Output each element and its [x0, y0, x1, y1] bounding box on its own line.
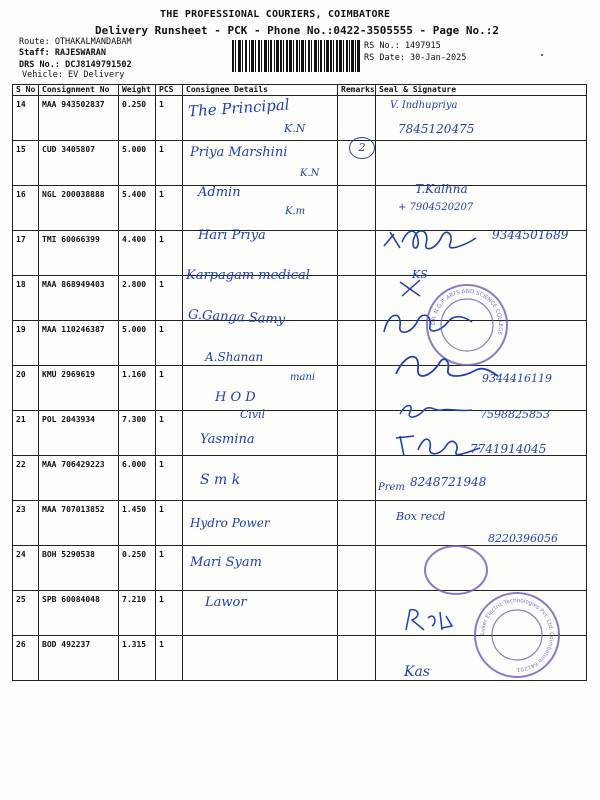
col-header-consignee: Consignee Details — [183, 85, 338, 96]
table-header-row — [13, 85, 587, 96]
sno-cell: 24 — [13, 546, 39, 591]
pcs-cell: 1 — [156, 186, 183, 231]
runsheet-title: Delivery Runsheet - PCK - Phone No.:0422-3505555 - Page No.:2 — [95, 24, 499, 37]
consignee-initial-16: K.m — [285, 206, 306, 217]
sno-cell: 23 — [13, 501, 39, 546]
weight-cell: 4.400 — [119, 231, 156, 276]
weight-cell: 7.300 — [119, 411, 156, 456]
table-row — [13, 546, 587, 591]
pcs-cell: 1 — [156, 231, 183, 276]
stamp-a-text: DR. N.G.P. ARTS AND SCIENCE COLLEGE — [430, 288, 504, 336]
signature-16: T.Kalhna — [415, 182, 468, 196]
signature-24: Box recd — [396, 510, 446, 523]
signature-scribble-21 — [396, 398, 476, 422]
consignee-cell — [183, 636, 338, 681]
weight-cell: 1.450 — [119, 501, 156, 546]
remarks-cell — [338, 411, 376, 456]
consignment-cell: MAA 943502837 — [39, 96, 119, 141]
stamp-b-text: Luker Electric Technologies Pvt. Ltd. Coimbatore 641201 — [479, 597, 555, 673]
weight-cell: 0.250 — [119, 96, 156, 141]
remarks-cell — [338, 321, 376, 366]
consignee-sign-23: S m k — [200, 472, 241, 488]
consignee-sign-17: Hari Priya — [198, 228, 266, 243]
remarks-cell — [338, 636, 376, 681]
seal-signature-cell — [376, 141, 587, 186]
signature-scribble-26 — [402, 606, 458, 636]
weight-cell: 2.800 — [119, 276, 156, 321]
vehicle-line: Vehicle: EV Delivery — [22, 70, 125, 80]
pcs-cell: 1 — [156, 141, 183, 186]
sno-cell: 15 — [13, 141, 39, 186]
consignment-cell: TMI 60066399 — [39, 231, 119, 276]
staff-value: RAJESWARAN — [54, 48, 107, 58]
signature-18: KS — [412, 268, 428, 281]
pcs-cell: 1 — [156, 456, 183, 501]
weight-cell: 6.000 — [119, 456, 156, 501]
signature-14: V. Indhupriya — [390, 100, 458, 111]
stamp-b — [474, 592, 560, 678]
table-row — [13, 456, 587, 501]
phone-17: 9344501689 — [492, 228, 569, 242]
consignee-initial-20: mani — [290, 372, 316, 383]
weight-cell: 7.210 — [119, 591, 156, 636]
consignee-sign-20: A.Shanan — [205, 350, 264, 364]
consignment-cell: MAA 110246387 — [39, 321, 119, 366]
pcs-cell: 1 — [156, 276, 183, 321]
sno-cell: 16 — [13, 186, 39, 231]
phone-23: 8248721948 — [410, 475, 487, 489]
consignee-sign-15: Priya Marshini — [190, 145, 288, 160]
weight-cell: 5.000 — [119, 321, 156, 366]
company-name: THE PROFESSIONAL COURIERS, COIMBATORE — [160, 9, 391, 20]
drs-label: DRS No.: — [19, 60, 60, 70]
consignment-cell: CUD 3405807 — [39, 141, 119, 186]
remarks-cell — [338, 96, 376, 141]
staff-line — [19, 48, 106, 59]
phone-24: 8220396056 — [488, 532, 558, 545]
weight-cell: 1.160 — [119, 366, 156, 411]
signature-23: Prem — [378, 482, 405, 493]
drs-value: DCJ8149791502 — [65, 60, 132, 70]
consignment-cell: NGL 200038888 — [39, 186, 119, 231]
phone-16: + 7904520207 — [398, 202, 474, 213]
consignee-sign-26: Lawor — [205, 595, 247, 610]
weight-cell: 0.250 — [119, 546, 156, 591]
remarks-cell — [338, 276, 376, 321]
consignee-initial-15: K.N — [300, 168, 320, 179]
sno-cell: 19 — [13, 321, 39, 366]
col-header-sno: S No — [13, 85, 39, 96]
rs-number: RS No.: 1497915 — [364, 41, 441, 51]
rs-info — [364, 40, 466, 64]
signature-scribble-17 — [380, 222, 490, 256]
consignment-cell: BOD 492237 — [39, 636, 119, 681]
consignee-sign-21: H O D — [215, 390, 256, 405]
remarks-cell — [338, 591, 376, 636]
sno-cell: 22 — [13, 456, 39, 501]
pcs-cell: 1 — [156, 501, 183, 546]
col-header-pcs: PCS — [156, 85, 183, 96]
remarks-cell — [338, 501, 376, 546]
sno-cell: 17 — [13, 231, 39, 276]
consignee-sign-14: The Principal — [187, 95, 291, 121]
phone-21a: 9344416119 — [482, 372, 552, 385]
consignment-cell: MAA 868949403 — [39, 276, 119, 321]
consignee-sign-25: Mari Syam — [190, 555, 262, 570]
bottom-signature: Kas — [404, 664, 430, 680]
pcs-cell: 1 — [156, 411, 183, 456]
remark-circle-15: 2 — [349, 137, 375, 159]
phone-21b: 7598825853 — [480, 408, 550, 421]
consignment-cell: POL 2043934 — [39, 411, 119, 456]
remarks-cell — [338, 186, 376, 231]
remarks-cell — [338, 231, 376, 276]
weight-cell: 1.315 — [119, 636, 156, 681]
barcode — [232, 40, 360, 72]
consignee-sign-22: Yasmina — [200, 432, 255, 447]
phone-14: 7845120475 — [398, 122, 475, 136]
consignment-cell: SPB 60084048 — [39, 591, 119, 636]
col-header-consignment: Consignment No — [39, 85, 119, 96]
staff-label: Staff: — [19, 48, 50, 58]
pcs-cell: 1 — [156, 591, 183, 636]
col-header-remarks: Remarks — [338, 85, 376, 96]
consignee-sign-19: G.Ganga Samy — [187, 307, 286, 328]
consignment-cell: BOH 5290538 — [39, 546, 119, 591]
sno-cell: 26 — [13, 636, 39, 681]
remarks-cell — [338, 456, 376, 501]
consignee-sub-21: Civil — [240, 408, 266, 421]
route-line: Route: OTHAKALMANDABAM — [19, 37, 132, 47]
col-header-weight: Weight — [119, 85, 156, 96]
remarks-cell — [338, 546, 376, 591]
sno-cell: 21 — [13, 411, 39, 456]
consignment-cell: MAA 706429223 — [39, 456, 119, 501]
consignee-initial-14: K.N — [284, 122, 306, 135]
sno-cell: 20 — [13, 366, 39, 411]
sno-cell: 14 — [13, 96, 39, 141]
runsheet-header — [0, 0, 600, 84]
svg-text:Luker Electric Technologies Pv — [480, 598, 554, 672]
weight-cell: 5.400 — [119, 186, 156, 231]
weight-cell: 5.000 — [119, 141, 156, 186]
consignment-cell: KMU 2969619 — [39, 366, 119, 411]
rs-date: RS Date: 30-Jan-2025 — [364, 53, 467, 63]
consignment-cell: MAA 707013852 — [39, 501, 119, 546]
sno-cell: 18 — [13, 276, 39, 321]
pcs-cell: 1 — [156, 546, 183, 591]
remarks-cell — [338, 366, 376, 411]
consignee-sign-24: Hydro Power — [190, 516, 270, 530]
pcs-cell: 1 — [156, 366, 183, 411]
sno-cell: 25 — [13, 591, 39, 636]
phone-22: 7741914045 — [470, 442, 547, 456]
scan-speck — [541, 54, 543, 56]
consignee-sign-16: Admin — [198, 185, 241, 200]
consignee-sign-18: Karpagam medical — [186, 268, 310, 283]
pcs-cell: 1 — [156, 96, 183, 141]
pcs-cell: 1 — [156, 636, 183, 681]
signature-mark-18 — [398, 278, 424, 298]
col-header-seal: Seal & Signature — [376, 85, 587, 96]
stamp-c — [424, 545, 488, 595]
pcs-cell: 1 — [156, 321, 183, 366]
